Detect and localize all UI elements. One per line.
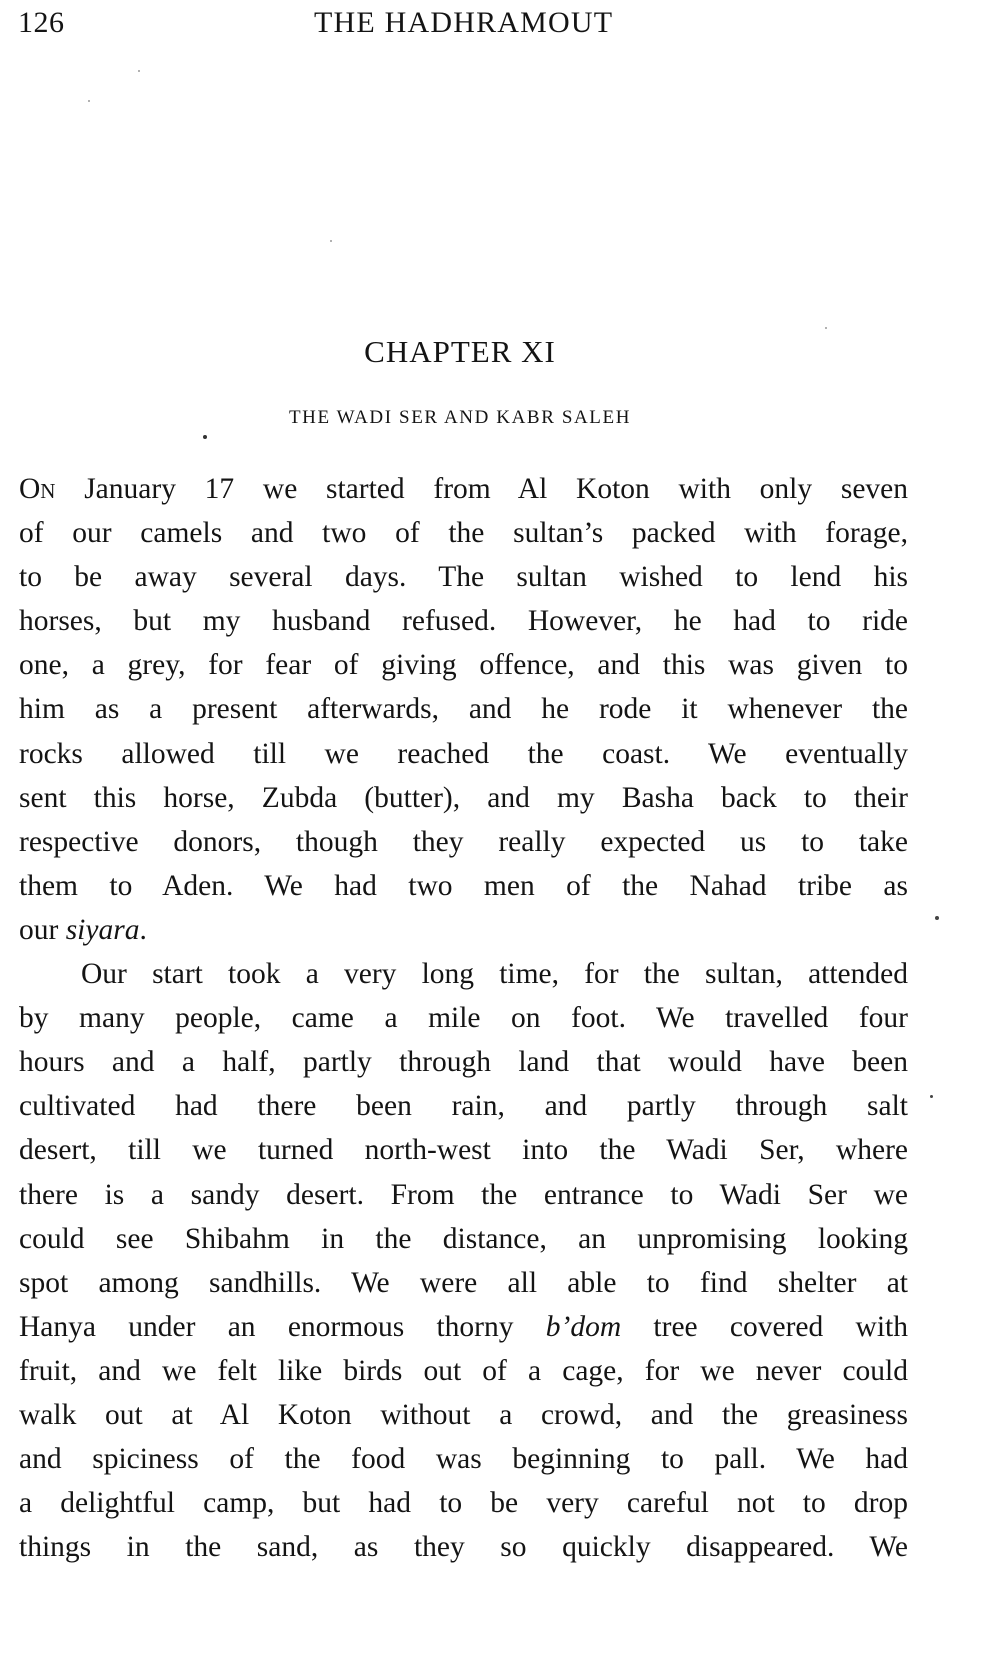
text-run: fruit, and we felt like birds out of a cage, for we never could <box>19 1354 908 1387</box>
scan-speck <box>138 70 140 72</box>
chapter-heading: CHAPTER XI <box>364 334 556 369</box>
text-line <box>19 996 908 1040</box>
scan-speck <box>930 1095 933 1098</box>
text-line <box>19 732 908 776</box>
text-run: walk out at Al Koton without a crowd, and the greasiness <box>19 1398 908 1431</box>
text-run: January 17 we started from Al Koton with only seven <box>55 473 908 505</box>
text-run: On <box>19 473 56 505</box>
scan-speck <box>825 327 827 329</box>
text-line <box>19 1349 908 1393</box>
page-number: 126 <box>18 6 65 39</box>
text-run: hours and a half, partly through land that would have been <box>19 1046 908 1079</box>
text-run: desert, till we turned north-west into the Wadi Ser, where <box>19 1134 908 1167</box>
text-line <box>19 643 908 687</box>
running-title: THE HADHRAMOUT <box>314 6 614 39</box>
scan-speck <box>88 100 90 102</box>
text-line <box>19 820 908 864</box>
text-line <box>19 1437 908 1481</box>
scan-speck <box>330 240 332 242</box>
text-run: horses, but my husband refused. However, he had to ride <box>19 605 908 638</box>
text-line <box>19 1525 908 1569</box>
text-line <box>19 1393 908 1437</box>
text-run: . <box>139 913 147 946</box>
text-run: rocks allowed till we reached the coast. We eventually <box>19 737 908 770</box>
text-line <box>19 908 908 952</box>
text-line <box>19 1217 908 1261</box>
text-line <box>19 1305 908 1349</box>
text-line <box>19 1040 908 1084</box>
text-run: Our start took a very long time, for the sultan, attended <box>81 958 908 991</box>
text-line <box>19 511 908 555</box>
text-run: sent this horse, Zubda (butter), and my Basha back to their <box>19 781 908 814</box>
text-line <box>19 467 908 511</box>
text-line <box>19 952 908 996</box>
text-run: respective donors, though they really expected us to take <box>19 825 908 858</box>
text-run: to be away several days. The sultan wished to lend his <box>19 561 908 594</box>
text-line <box>19 1261 908 1305</box>
italic-term: b’dom <box>545 1310 622 1343</box>
text-line <box>19 776 908 820</box>
text-run: and spiciness of the food was beginning to pall. We had <box>19 1443 908 1476</box>
chapter-subtitle: THE WADI SER AND KABR SALEH <box>288 407 632 428</box>
text-run: could see Shibahm in the distance, an unpromising looking <box>19 1222 908 1255</box>
text-run: things in the sand, as they so quickly disappeared. We <box>19 1531 908 1564</box>
text-run: there is a sandy desert. From the entrance to Wadi Ser we <box>19 1178 908 1211</box>
text-run: him as a present afterwards, and he rode it whenever the <box>19 693 908 726</box>
text-run: tree covered with <box>621 1310 908 1343</box>
text-line <box>19 687 908 731</box>
text-run: them to Aden. We had two men of the Nahad tribe as <box>19 869 908 902</box>
text-run: of our camels and two of the sultan’s packed with forage, <box>19 517 908 550</box>
text-line <box>19 864 908 908</box>
text-run: a delightful camp, but had to be very careful not to drop <box>19 1487 908 1520</box>
scan-speck <box>935 916 939 920</box>
text-line <box>19 555 908 599</box>
text-line <box>19 1128 908 1172</box>
italic-term: siyara <box>65 913 140 946</box>
body-text <box>19 467 908 1569</box>
running-head <box>18 6 658 46</box>
text-line <box>19 1173 908 1217</box>
text-run: Hanya under an enormous thorny <box>19 1310 546 1343</box>
text-run: our <box>19 913 66 946</box>
text-run: by many people, came a mile on foot. We travelled four <box>19 1002 908 1035</box>
text-line <box>19 1481 908 1525</box>
text-run: cultivated had there been rain, and partly through salt <box>19 1090 908 1123</box>
scan-speck <box>203 435 207 439</box>
text-run: one, a grey, for fear of giving offence, and this was given to <box>19 649 908 682</box>
text-line <box>19 599 908 643</box>
text-line <box>19 1084 908 1128</box>
text-run: spot among sandhills. We were all able to find shelter at <box>19 1266 908 1299</box>
